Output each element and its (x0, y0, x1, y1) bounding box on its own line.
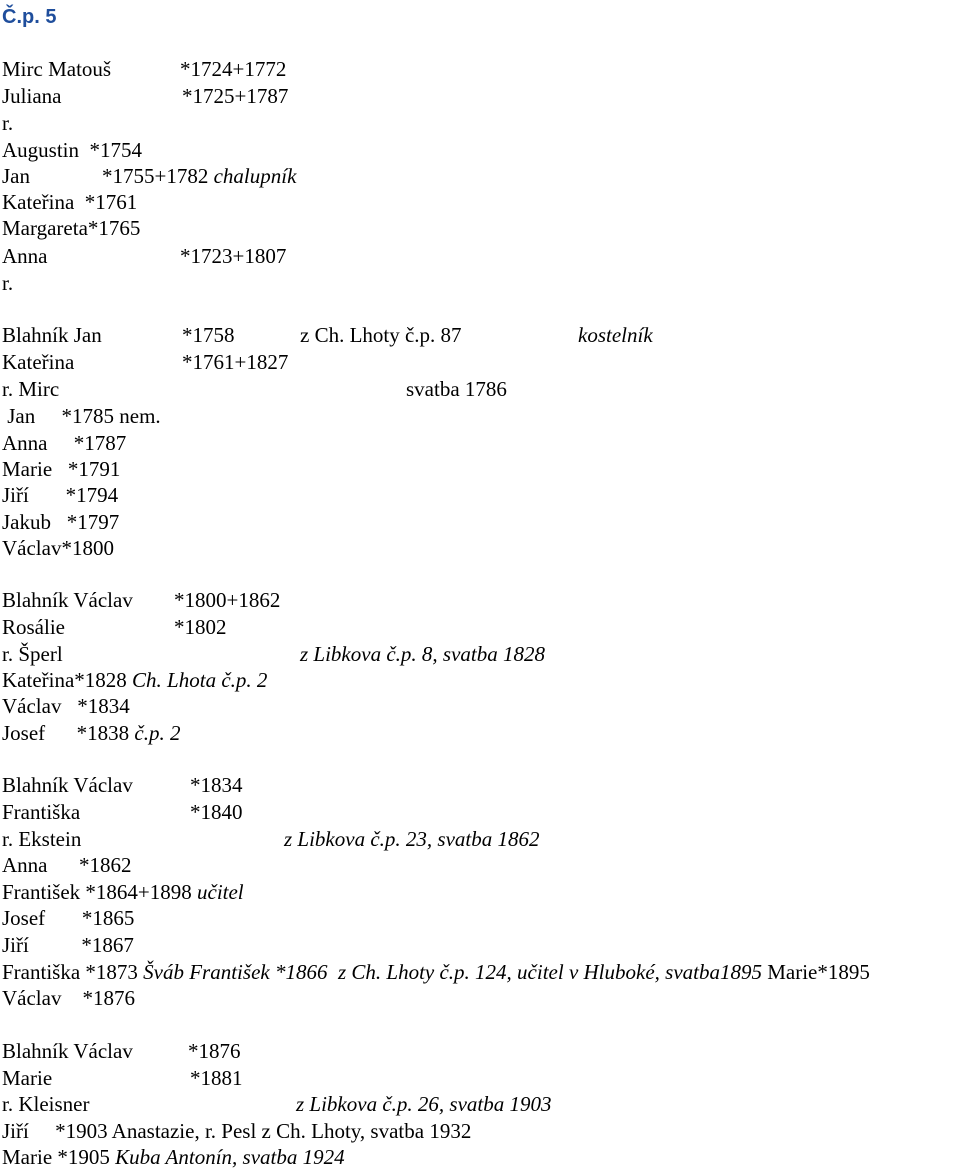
record-text: Anna *1862 (2, 853, 132, 877)
record-text: Jakub *1797 (2, 510, 120, 534)
record-text: Anna (2, 244, 48, 268)
record-text: Františka (2, 800, 81, 824)
record-text: Blahník Václav (2, 588, 133, 612)
record-text: Anna *1787 (2, 431, 127, 455)
record-text: *1755+1782 chalupník (102, 164, 297, 188)
record-text: *1761+1827 (182, 350, 289, 374)
record-text: František *1864+1898 učitel (2, 880, 244, 904)
record-text: Kateřina (2, 350, 75, 374)
record-note: učitel (197, 880, 244, 904)
record-text: Marie*1895 (767, 960, 870, 984)
record-text: Marie *1905 Kuba Antonín, svatba 1924 (2, 1145, 345, 1169)
record-text: Mirc Matouš (2, 57, 112, 81)
record-text: *1834 (190, 773, 243, 797)
record-text: *1800+1862 (174, 588, 281, 612)
record-text: Jan (2, 164, 30, 188)
record-note: chalupník (208, 164, 297, 188)
record-text: Marie (2, 1066, 53, 1090)
record-text: Václav *1876 (2, 986, 135, 1010)
record-text: Václav *1834 (2, 694, 130, 718)
record-text: Jiří *1903 Anastazie, r. Pesl z Ch. Lhoty, svatba 1932 (2, 1119, 472, 1143)
record-text: Josef *1865 (2, 906, 135, 930)
record-text: Kateřina *1761 (2, 190, 138, 214)
record-note: č.p. 2 (134, 721, 181, 745)
page-title: Č.p. 5 (2, 6, 57, 28)
record-text: Josef *1838 č.p. 2 (2, 721, 181, 745)
record-text: Františka *1873 Šváb František *1866 z Ch. Lhoty č.p. 124, učitel v Hluboké, svatba1895 Marie*1895 (2, 960, 870, 984)
record-text: Kateřina*1828 Ch. Lhota č.p. 2 (2, 668, 268, 692)
record-text: Jiří *1867 (2, 933, 134, 957)
record-text: Margareta*1765 (2, 216, 141, 240)
record-text: Juliana (2, 84, 62, 108)
record-note: Ch. Lhota č.p. 2 (132, 668, 268, 692)
record-text: r. (2, 111, 14, 135)
record-note: Kuba Antonín, svatba 1924 (115, 1145, 345, 1169)
record-text: Jiří *1794 (2, 483, 119, 507)
record-text: *1723+1807 (180, 244, 287, 268)
record-text: Rosálie (2, 615, 65, 639)
record-text: Václav*1800 (2, 536, 114, 560)
record-text: r. Kleisner (2, 1092, 90, 1116)
record-text: r. Ekstein (2, 827, 82, 851)
record-text: Blahník Václav (2, 773, 133, 797)
record-text: *1802 (174, 615, 227, 639)
record-text: r. (2, 271, 14, 295)
record-text: *1758 (182, 323, 235, 347)
record-text: Blahník Jan (2, 323, 102, 347)
record-text: Marie *1791 (2, 457, 121, 481)
record-note: kostelník (578, 323, 653, 347)
record-text: r. Mirc (2, 377, 60, 401)
record-text: *1840 (190, 800, 243, 824)
record-text: svatba 1786 (406, 377, 507, 401)
record-text: *1876 (188, 1039, 241, 1063)
record-text: *1725+1787 (182, 84, 289, 108)
record-text: Blahník Václav (2, 1039, 133, 1063)
record-note: z Libkova č.p. 8, svatba 1828 (300, 642, 545, 666)
record-note: z Libkova č.p. 23, svatba 1862 (284, 827, 540, 851)
record-note: z Libkova č.p. 26, svatba 1903 (296, 1092, 552, 1116)
record-text: r. Šperl (2, 642, 63, 666)
record-note: Šváb František *1866 z Ch. Lhoty č.p. 124, učitel v Hluboké, svatba1895 (143, 960, 768, 984)
record-text: *1724+1772 (180, 57, 287, 81)
record-text: Augustin *1754 (2, 138, 143, 162)
record-text: *1881 (190, 1066, 243, 1090)
record-text: z Ch. Lhoty č.p. 87 (300, 323, 462, 347)
record-text: Jan *1785 nem. (2, 404, 161, 428)
